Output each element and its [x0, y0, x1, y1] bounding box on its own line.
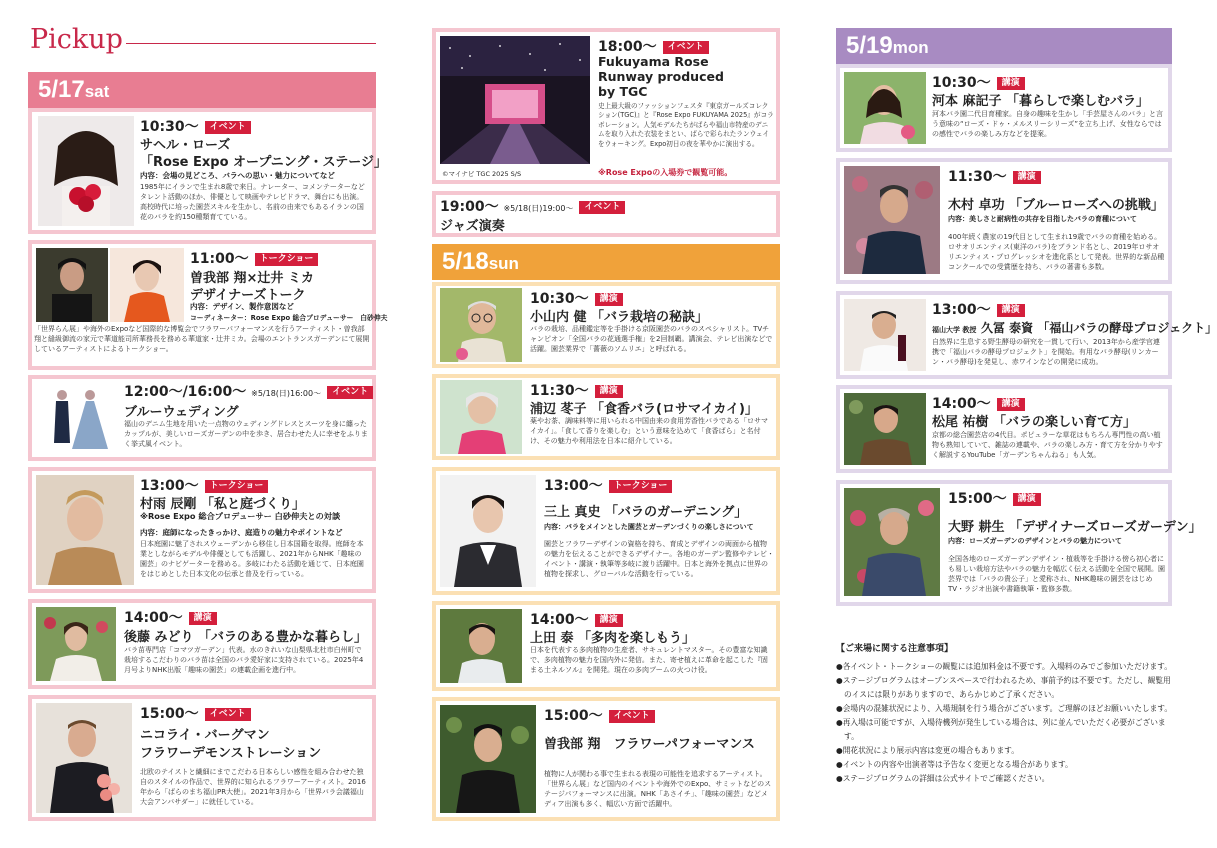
lecture-badge: 講演 [1013, 171, 1041, 184]
speaker-photo [440, 705, 536, 813]
program-time: 11:30〜 講演 [948, 166, 1041, 186]
program-title: ブルーウェディング [124, 405, 239, 420]
program-card [432, 697, 780, 821]
program-description: バラ苗専門店「コマツガーデン」代表。水のきれいな山梨県北杜市白州町で栽培するこだわりのバラ苗は全国のバラ愛好家に支持されている。2025年4月号よりNHK出版「趣味の園芸」の連載企画を進行中。 [124, 646, 364, 674]
program-title: Fukuyama Rose Runway produced by TGC [598, 54, 724, 99]
lecture-badge: 講演 [595, 614, 623, 627]
speaker-photo [844, 166, 940, 274]
program-card [28, 108, 387, 234]
pickup-rule [126, 43, 376, 44]
program-description: 自然界に生息する野生酵母の研究を一貫して行い、2013年から産学官連携で「福山バラの酵母プロジェクト」を開始。有用なバラ酵母(リンカーン・バラ酵母)を発見し、赤ワインなどの開発に成功。 [932, 338, 1160, 366]
program-title: 小山内 健 「バラ栽培の秘訣」 [530, 310, 709, 325]
notes-item: ●開花状況により展示内容は変更の場合もあります。 [836, 746, 1019, 755]
program-subtitle: 内容：バラをメインとした園芸とガーデンづくりの楽しさについて [544, 523, 754, 531]
notes-item: ●再入場は可能ですが、入場待機列が発生している場合は、列に並んでいただく必要がございます。 [836, 718, 1166, 741]
program-card [836, 291, 1217, 379]
program-card [432, 467, 780, 595]
program-description: 園芸とフラワーデザインの資格を持ち、育成とデザインの両面から植物の魅力を伝えることができるデザイナー。各地のガーデン監修やテレビ・イベント・講演・執筆等多岐に渡り活躍中。日本と海外を拠点に世界の植物を探求し、グローバルな活動を行っている。 [544, 540, 774, 578]
program-description: 薬やお茶、調味料等に用いられる中国由来の食用芳香性バラである「ロサマイカイ」。「食して香りを楽しむ」という意味を込めて「食香ばら」と名付け、その魅力や利用法を日本に紹介している。 [530, 417, 768, 445]
day-header-5-17 [28, 72, 376, 108]
program-title: 三上 真史 「バラのガーデニング」 [544, 505, 748, 520]
program-time: 10:30〜 講演 [530, 288, 623, 308]
program-title: 上田 泰 「多肉を楽しもう」 [530, 631, 696, 646]
program-description: 400年続く農家の19代目として生まれ19歳でバラの育種を始める。ロサオリエンティス(東洋のバラ)をブランド名とし、2019年ロサオリエンティス・プログレッシオを進化系として発表。世界的な新品種コンクールでの受賞歴を持ち、バラの著書も多数。 [948, 233, 1165, 271]
tgc-card [432, 28, 780, 184]
speaker-photo [440, 380, 522, 454]
program-description: 福山のデニム生地を用いた一点物のウェディングドレスとスーツを身に纏ったカップルが、美しいローズガーデンの中を歩き、居合わせた人に幸せをふりまく挙式風イベント。 [124, 420, 368, 448]
program-time: 15:00〜 イベント [544, 705, 655, 725]
program-time: 15:00〜 イベント [140, 703, 251, 723]
day-header-5-18 [432, 244, 780, 280]
program-card [432, 601, 780, 691]
program-description: 「世界らん展」や海外のExpoなど国際的な博覧会でフラワーパフォーマンスを行うアーティスト・曽我部翔と縫級御流の家元で華道能司所華務長を務める華道家・辻井ミカ。会場のエントランスガーデンにて展開しているアーティストによるトークショー。 [34, 325, 370, 353]
program-subtitle: 内容：庭師になったきっかけ、庭造りの魅力やポイントなど [140, 528, 343, 537]
program-card [28, 599, 376, 689]
talk-show-badge: トークショー [609, 480, 673, 493]
notes-item: ●会場内の混雑状況により、入場規制を行う場合がございます。ご理解のほどお願いいたします。 [836, 704, 1173, 713]
program-description: 京都の総合園芸店の4代目。ポピュラーな草花はもちろん専門性の高い植物も熟知していて、雑誌の連載や、バラの楽しみ方・育て方を分かりやすく解説するYouTube「ガーデンちゃんねる」も人気。 [932, 431, 1163, 459]
photo-credit: ©マイナビ TGC 2025 S/S [442, 170, 522, 178]
program-title: 後藤 みどり 「バラのある豊かな暮らし」 [124, 630, 368, 645]
program-card [432, 374, 780, 460]
program-time: 12:00〜/16:00〜 ※5/18(日)16:00〜 イベント [124, 381, 373, 401]
program-title: ジャズ演奏 [440, 219, 505, 234]
program-time: 18:00〜 イベント [598, 36, 709, 56]
program-time: 11:00〜 トークショー [190, 248, 318, 268]
program-description: 河本バラ園二代目育種家。自身の趣味を生かし「手芸屋さんのバラ」と言う意味の“ローズ・ドゥ・メルスリーシリーズ”を立ち上げ、女性ならではの感性でバラの楽しみ方などを提案。 [932, 110, 1163, 138]
lecture-badge: 講演 [595, 293, 623, 306]
event-badge: イベント [205, 121, 251, 134]
program-description: 植物に人が関わる事で生まれる表現の可能性を追求するアーティスト。「世界らん展」など国内のイベントや海外でのExpo、サミットなどのステージパフォーマンスに出演。NHK「あさイチ」、「趣味の園芸」などメディア出演も多く、幅広い方面で活躍中。 [544, 770, 772, 808]
jazz-card [432, 191, 780, 237]
program-time: 10:30〜 講演 [932, 72, 1025, 92]
program-title: 福山大学 教授 久冨 泰資 「福山バラの酵母プロジェクト」 [932, 321, 1217, 335]
program-description: 日本を代表する多肉植物の生産者、サキュレントマスター。その豊富な知識で、多肉植物の魅力を国内外に発信。また、寄せ植えに革命を起こした『固まる土ネルソル』を開発。現在の多肉ブームの火つけ役。 [530, 646, 768, 674]
program-description: バラの栽培、品種鑑定等を手掛ける京阪園芸のバラのスペシャリスト。TVチャンピオン「全国バラの花通選手権」を2回制覇。講演会、テレビ出演などで活躍。園芸業界で「薔薇のソムリエ」と呼ばれる。 [530, 325, 773, 353]
program-card [836, 480, 1202, 606]
column-5-18 [432, 0, 780, 848]
speaker-photo [36, 248, 108, 322]
program-card [28, 695, 376, 821]
program-card [836, 158, 1172, 284]
program-title: 大野 耕生 「デザイナーズローズガーデン」 [948, 520, 1202, 535]
speaker-photo [36, 475, 134, 585]
program-title: 曽我部 翔×辻井 ミカ [190, 271, 314, 286]
event-badge: イベント [205, 708, 251, 721]
program-title-2: 「Rose Expo オープニング・ステージ」 [140, 155, 387, 170]
program-time: 11:30〜 講演 [530, 380, 623, 400]
program-subtitle: 内容：会場の見どころ、バラへの思い・魅力についてなど [140, 171, 335, 180]
event-badge: イベント [327, 386, 373, 399]
notes-item: ●イベントの内容や出演者等は予告なく変更となる場合があります。 [836, 760, 1073, 769]
lecture-badge: 講演 [997, 304, 1025, 317]
program-title: 木村 卓功 「ブルーローズへの挑戦」 [948, 198, 1164, 213]
program-description: 日本庭園に魅了されスウェーデンから移住し日本国籍を取得。庭師を本業としながらモデルや俳優としても活躍し、2021年からNHK「趣味の園芸」のナビゲーターを務める。多岐にわたる活動を通じて、日本庭園をはじめとした日本文化の伝承と普及を行っている。 [140, 540, 364, 578]
program-card [432, 282, 780, 368]
event-badge: イベント [609, 710, 655, 723]
notes-heading: 【ご来場に関する注意事項】 [836, 644, 954, 654]
speaker-photo [440, 609, 522, 683]
program-title: 浦辺 苳子 「食香バラ(ロサマイカイ)」 [530, 402, 758, 417]
program-title-2: ※Rose Expo 総合プロデューサー 白砂伸夫との対談 [140, 511, 341, 521]
notes-list [836, 660, 1174, 786]
lecture-badge: 講演 [997, 77, 1025, 90]
program-time: 19:00〜 ※5/18(日)19:00〜 イベント [440, 196, 625, 216]
program-time: 15:00〜 講演 [948, 488, 1041, 508]
program-note: ※5/18(日)19:00〜 [503, 204, 574, 213]
program-time: 13:00〜 講演 [932, 299, 1025, 319]
speaker-photo [36, 703, 132, 813]
speaker-photo [36, 607, 116, 681]
speaker-photo [844, 393, 926, 465]
notes-item: ●ステージプログラムはオープンスペースで行われるため、事前予約は不要です。ただし、観覧用のイスには限りがありますので、あらかじめご了承ください。 [836, 676, 1171, 699]
program-time: 14:00〜 講演 [932, 393, 1025, 413]
program-title-2: デザイナーズトーク [190, 288, 306, 303]
lecture-badge: 講演 [595, 385, 623, 398]
program-subtitle: 内容：ローズガーデンのデザインとバラの魅力について [948, 537, 1122, 545]
program-title: 村雨 辰剛 「私と庭づくり」 [140, 497, 306, 512]
day-date: 5/17 [38, 76, 85, 103]
event-badge: イベント [579, 201, 625, 214]
talk-show-badge: トークショー [205, 480, 269, 493]
day-header-5-19 [836, 28, 1172, 64]
program-card [28, 467, 376, 593]
program-card [836, 64, 1172, 152]
pickup-heading [28, 24, 376, 60]
program-time: 14:00〜 講演 [530, 609, 623, 629]
notes-item: ●各イベント・トークショーの観覧には追加料金は不要です。入場料のみでご参加いただけます。 [836, 662, 1172, 671]
program-time: 10:30〜 イベント [140, 116, 251, 136]
speaker-photo [440, 475, 536, 587]
program-title: 松尾 祐樹 「バラの楽しい育て方」 [932, 415, 1137, 430]
speaker-affiliation: 福山大学 教授 [932, 326, 977, 334]
program-title: 河本 麻記子 「暮らしで楽しむバラ」 [932, 94, 1150, 109]
speaker-photo [38, 116, 134, 226]
speaker-photo [440, 288, 522, 362]
program-coordinator: コーディネーター：Rose Expo 総合プロデューサー 白砂伸夫 [190, 314, 388, 322]
program-note: ※5/18(日)16:00〜 [251, 389, 322, 398]
program-card [836, 385, 1172, 473]
program-note: ※Rose Expoの入場券で観覧可能。 [598, 168, 733, 177]
lecture-badge: 講演 [997, 398, 1025, 411]
program-description: 北欧のテイストと繊細にまでこだわる日本らしい感性を組み合わせた独自のスタイルの作品で、世界的に知られるフラワーアーティスト。2016年から「ばらのまち福山PR大使」。2021年3月から「世界バラ会議福山大会アンバサダー」に就任している。 [140, 768, 366, 806]
program-time: 13:00〜 トークショー [544, 475, 672, 495]
program-card [28, 240, 388, 370]
talk-show-badge: トークショー [255, 253, 319, 266]
program-card [28, 375, 376, 461]
program-subtitle: 内容：デザイン、製作意図など [190, 302, 294, 311]
speaker-photo [844, 299, 926, 371]
program-description: 全国各地のローズガーデンデザイン・植栽等を手掛ける傍ら初心者にも易しい栽培方法やバラの魅力を幅広く伝える活動を全国で展開。園芸界では「バラの貴公子」と愛称され、NHK趣味の園芸をはじめTV・ラジオ出演や書籍執筆・監修多数。 [948, 555, 1165, 593]
column-5-17 [28, 0, 388, 848]
day-dow: sun [488, 254, 519, 273]
visitor-notes [836, 641, 1174, 786]
wedding-illustration [36, 383, 116, 453]
program-subtitle: 内容：美しさと耐病性の共存を目指したバラの育種について [948, 215, 1137, 223]
runway-photo [440, 36, 590, 164]
program-title: サヘル・ローズ [140, 138, 231, 153]
day-date: 5/19 [846, 32, 893, 59]
program-description: 史上最大級のファッションフェスタ『東京ガールズコレクション(TGC)』と『Rose Expo FUKUYAMA 2025』がコラボレーション。人気モデルたちがばらや福山市特産のデニムを取り入れた衣装をまとい、ばらで彩られたランウェイをウォーキング。Expo初日の夜を華やかに演出する。 [598, 102, 774, 148]
lecture-badge: 講演 [1013, 493, 1041, 506]
program-title: 曽我部 翔 フラワーパフォーマンス [544, 737, 755, 752]
program-time: 13:00〜 トークショー [140, 475, 268, 495]
speaker-photo [844, 488, 940, 596]
program-title-2: フラワーデモンストレーション [140, 746, 322, 761]
program-description: 1985年にイランで生まれ8歳で来日。ナレーター、コメンテーターなどタレント活動のほか、俳優として映画やテレビドラマ、舞台にも出演。高校時代に培った園芸スキルを生かし、名前の由来でもあるイランの国花のバラを約150種類育てている。 [140, 183, 365, 221]
program-time: 14:00〜 講演 [124, 607, 217, 627]
day-dow: mon [892, 38, 929, 57]
pickup-label: Pickup [30, 24, 123, 55]
speaker-photo [844, 72, 926, 144]
lecture-badge: 講演 [189, 612, 217, 625]
event-badge: イベント [663, 41, 709, 54]
notes-item: ●ステージプログラムの詳細は公式サイトでご確認ください。 [836, 774, 1050, 783]
speaker-photo [110, 248, 184, 322]
day-dow: sat [84, 82, 110, 101]
day-date: 5/18 [442, 248, 489, 275]
program-title: ニコライ・バーグマン [140, 728, 270, 743]
